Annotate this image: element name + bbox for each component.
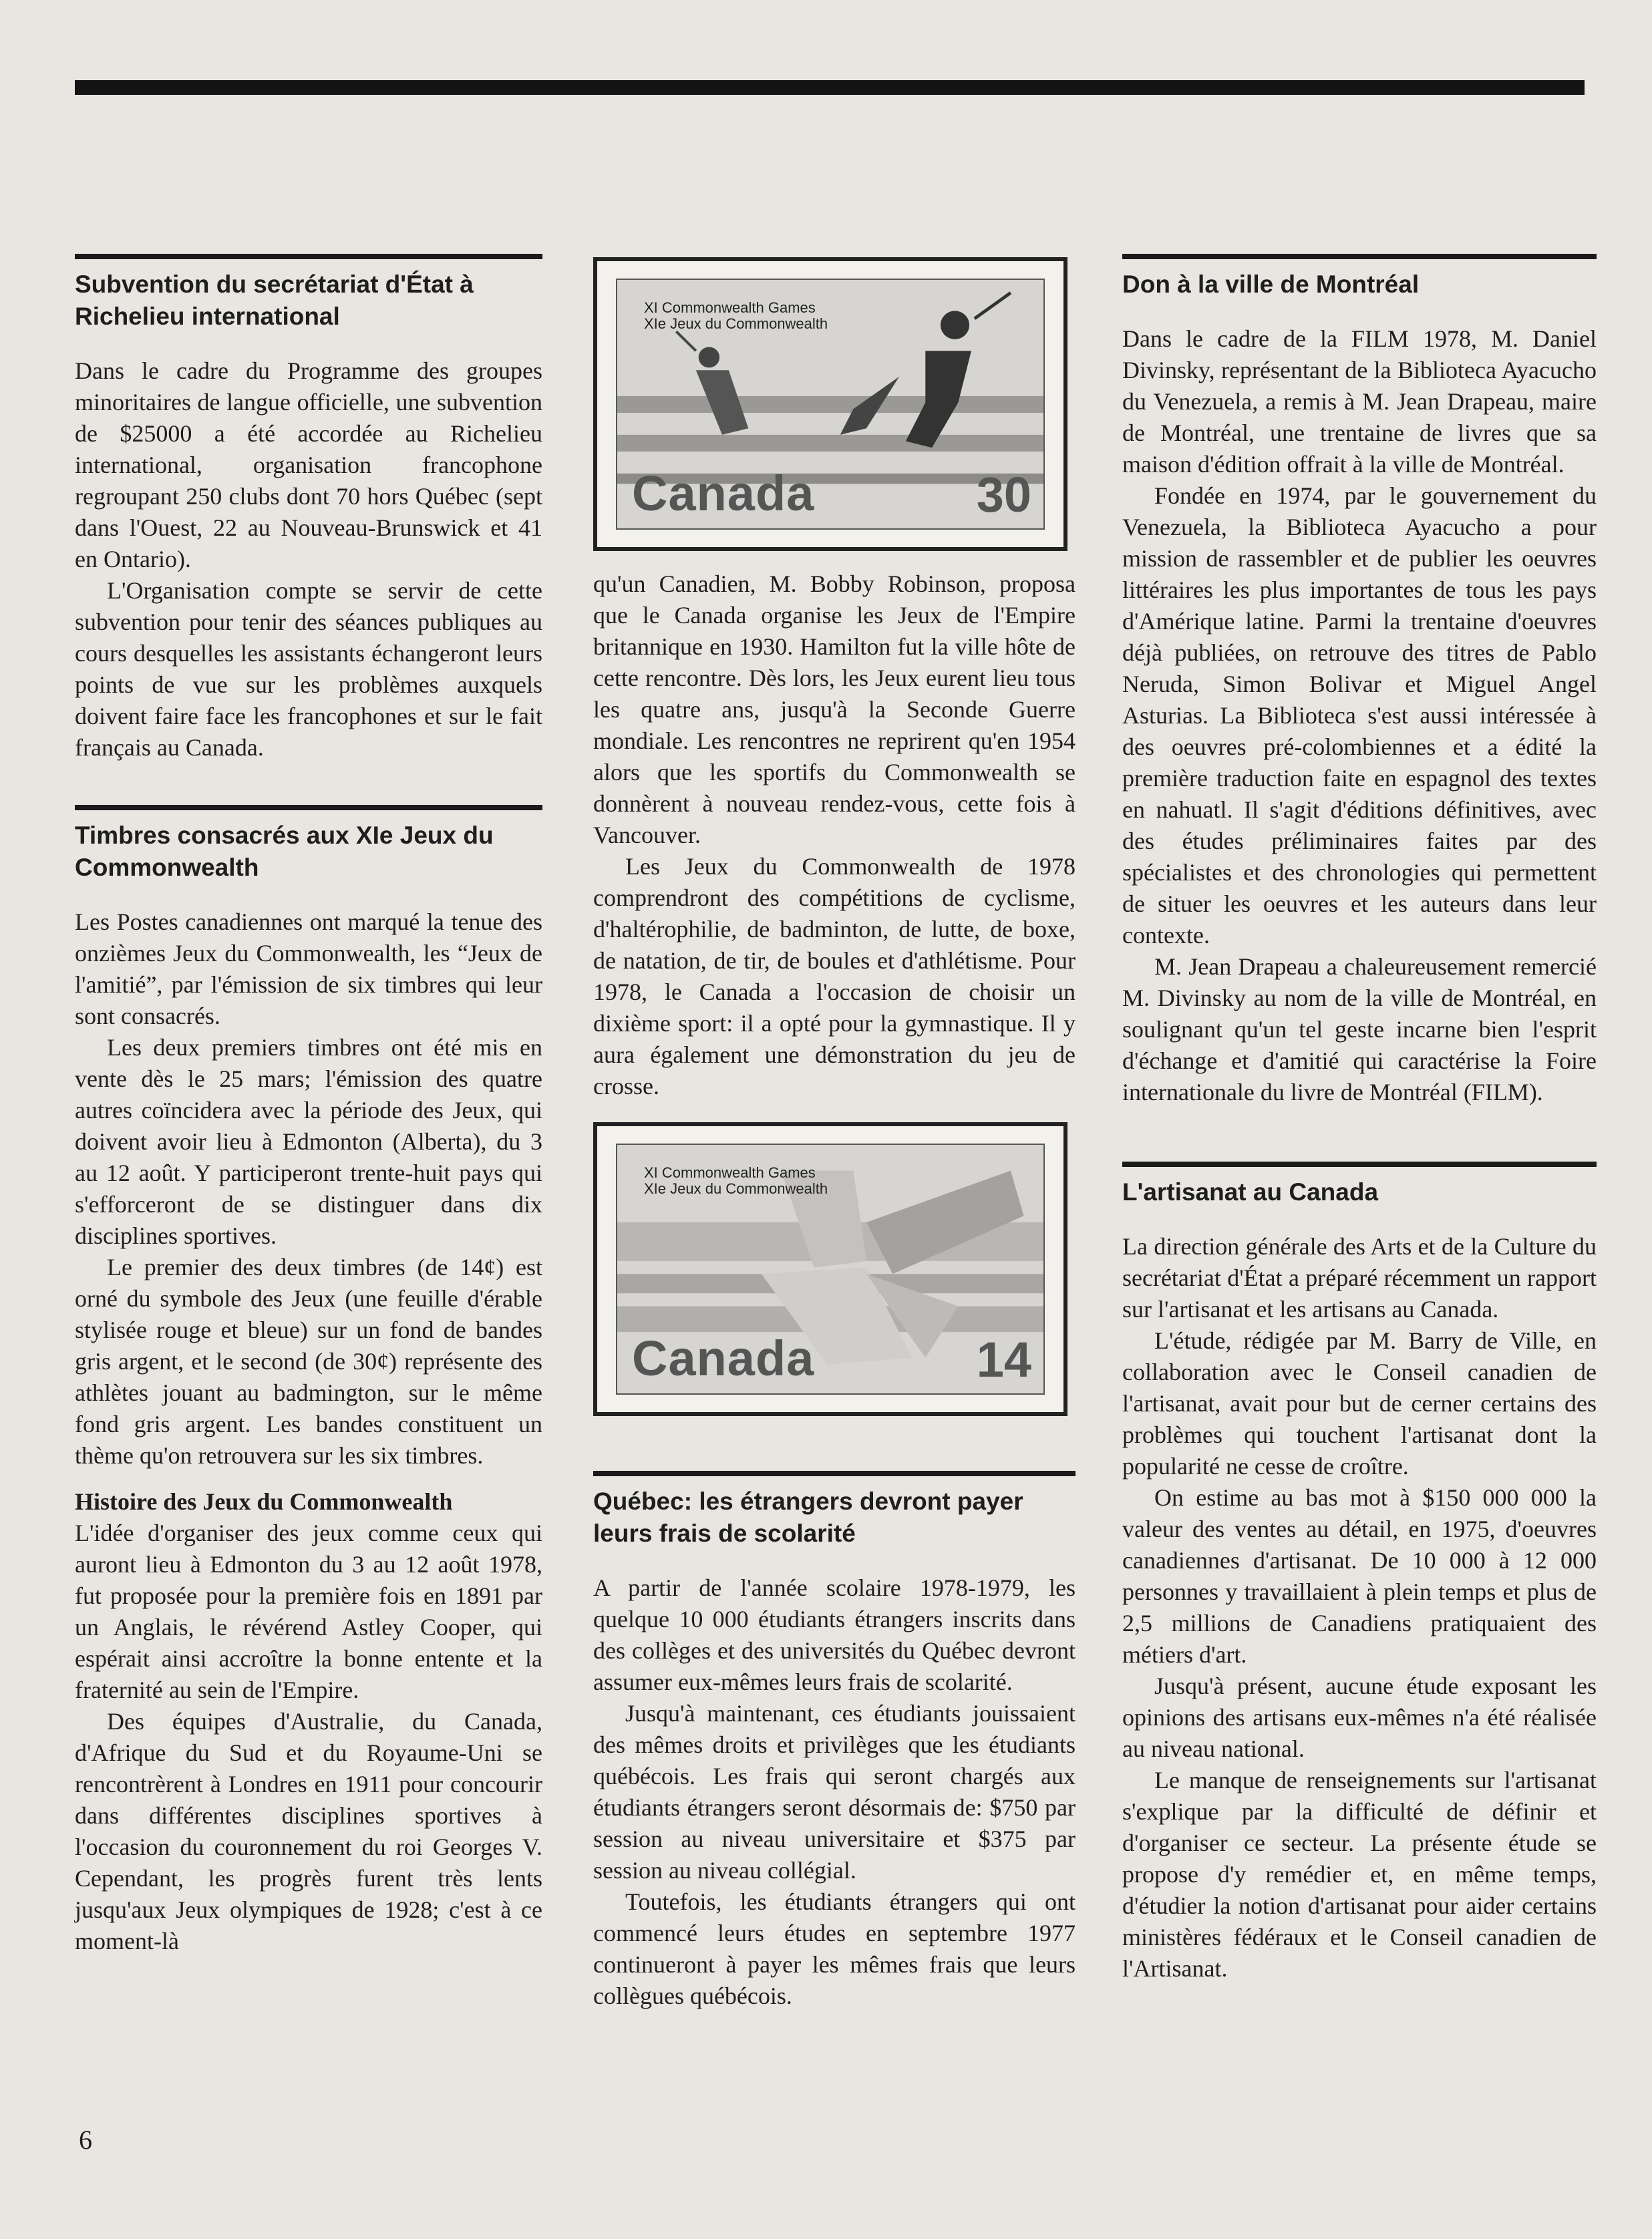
paragraph: Les Jeux du Commonwealth de 1978 comprendront des compétitions de cyclisme, d'haltérophilie, de badminton, de lutte, de boxe, de natation, de tir, de boules et d'athlétisme. Pour 1978, le Canada a l'occasion de choisir un dixième sport: il a opté pour la gymnastique. Il y aura également une démonstration du jeu de crosse. — [593, 853, 1076, 1099]
paragraph: On estime au bas mot à $150 000 000 la valeur des ventes au détail, en 1975, d'oeuvres canadiennes d'artisanat. De 10 000 à 12 000 personnes y travaillaient à plein temps et plus de 2,5 millions de Canadiens pratiquaient des métiers d'art. — [1122, 1484, 1597, 1668]
paragraph: Les Postes canadiennes ont marqué la tenue des onzièmes Jeux du Commonwealth, les “Jeux de l'amitié”, par l'émission de six timbres qui leur sont consacrés. — [75, 908, 542, 1029]
stamp-country: Canada — [632, 1331, 815, 1386]
paragraph: Les deux premiers timbres ont été mis en vente dès le 25 mars; l'émission des quatre autres coïncidera avec la période des Jeux, qui doivent avoir lieu à Edmonton (Alberta), du 3 au 12 août. Y participeront trente-huit pays qui s'efforceront de se distinguer dans dix disciplines sportives. — [75, 1034, 542, 1249]
stamp-caption: XI Commonwealth Games XIe Jeux du Commonwealth — [644, 1164, 828, 1197]
paragraph: L'Organisation compte se servir de cette subvention pour tenir des séances publiques au cours desquelles les assistants échangeront leurs points de vue sur les problèmes auxquels doivent faire face les francophones et sur le fait français au Canada. — [75, 577, 542, 761]
section-rule — [75, 254, 542, 259]
stamp-value: 30 — [976, 467, 1031, 522]
subheading-histoire: Histoire des Jeux du Commonwealth — [75, 1488, 453, 1515]
top-rule — [75, 80, 1585, 95]
stamp-caption: XI Commonwealth Games XIe Jeux du Commonwealth — [644, 299, 828, 332]
paragraph: M. Jean Drapeau a chaleureusement remercié M. Divinsky au nom de la ville de Montréal, en soulignant qu'un tel geste incarne bien l'esprit d'échange et d'amitié qui caractérise la Foire internationale du livre de Montréal (FILM). — [1122, 953, 1597, 1105]
section-rule — [75, 805, 542, 810]
paragraph: L'idée d'organiser des jeux comme ceux qui auront lieu à Edmonton du 3 au 12 août 1978, fut proposée pour la première fois en 1891 par un Anglais, le révérend Astley Cooper, qui espérait ainsi accroître la bonne entente et la fraternité au sein de l'Empire. — [75, 1520, 542, 1703]
headline-artisanat: L'artisanat au Canada — [1122, 1178, 1379, 1206]
paragraph: Le premier des deux timbres (de 14¢) est orné du symbole des Jeux (une feuille d'érable stylisée rouge et bleue) sur un fond de bandes gris argent, et le second (de 30¢) représente des athlètes jouant au badmington, sur le même fond gris argent. Les bandes constituent un thème qu'on retrouvera sur les six timbres. — [75, 1254, 542, 1469]
stamp-badminton — [593, 257, 1067, 551]
section-rule — [593, 1471, 1076, 1476]
headline-montreal: Don à la ville de Montréal — [1122, 271, 1420, 298]
paragraph: Dans le cadre du Programme des groupes minoritaires de langue officielle, une subvention de $25000 a été accordée au Richelieu international, organisation francophone regroupant 250 clubs dont 70 hors Québec (sept dans l'Ouest, 22 au Nouveau-Brunswick et 41 en Ontario). — [75, 357, 542, 572]
stamp-value: 14 — [976, 1332, 1031, 1387]
stamp-symbol — [593, 1122, 1067, 1416]
paragraph: Jusqu'à maintenant, ces étudiants jouissaient des mêmes droits et privilèges que les étudiants québécois. Les frais qui seront chargés aux étudiants étrangers seront désormais de: $750 par session au niveau universitaire et $375 par session au niveau collégial. — [593, 1700, 1076, 1884]
paragraph: qu'un Canadien, M. Bobby Robinson, proposa que le Canada organise les Jeux de l'Empire britannique en 1930. Hamilton fut la ville hôte de cette rencontre. Dès lors, les Jeux eurent lieu tous les quatre ans, jusqu'à la Seconde Guerre mondiale. Les rencontres ne reprirent qu'en 1954 alors que les sportifs du Commonwealth se donnèrent à nouveau rendez-vous, cette fois à Vancouver. — [593, 570, 1076, 848]
column-middle — [593, 257, 1076, 2012]
column-right — [1122, 254, 1597, 1985]
paragraph: Dans le cadre de la FILM 1978, M. Daniel Divinsky, représentant de la Biblioteca Ayacucho du Venezuela, a remis à M. Jean Drapeau, maire de Montréal, une trentaine de livres que sa maison d'édition offrait à la ville de Montréal. — [1122, 325, 1597, 478]
section-rule — [1122, 254, 1597, 259]
paragraph: A partir de l'année scolaire 1978-1979, les quelque 10 000 étudiants étrangers inscrits dans des collèges et des universités du Québec devront assumer eux-mêmes leurs frais de scolarité. — [593, 1574, 1076, 1695]
column-left — [75, 254, 542, 1957]
section-rule — [1122, 1162, 1597, 1167]
headline-quebec: Québec: les étrangers devront payer leurs frais de scolarité — [593, 1488, 1023, 1547]
paragraph: Des équipes d'Australie, du Canada, d'Afrique du Sud et du Royaume-Uni se rencontrèrent à Londres en 1911 pour concourir dans différentes disciplines sportives à l'occasion du couronnement du roi Georges V. Cependant, les progrès furent très lents jusqu'aux Jeux olympiques de 1928; c'est à ce moment-là — [75, 1708, 542, 1954]
headline-timbres: Timbres consacrés aux XIe Jeux du Commonwealth — [75, 822, 494, 881]
headline-subvention: Subvention du secrétariat d'État à Richelieu international — [75, 271, 474, 330]
paragraph: L'étude, rédigée par M. Barry de Ville, en collaboration avec le Conseil canadien de l'artisanat, avait pour but de cerner certains des problèmes qui touchent l'artisanat dont la popularité ne cesse de croître. — [1122, 1327, 1597, 1480]
paragraph: Fondée en 1974, par le gouvernement du Venezuela, la Biblioteca Ayacucho a pour mission de rassembler et de publier les oeuvres littéraires les plus importantes de tous les pays d'Amérique latine. Parmi la trentaine d'oeuvres déjà publiées, on retrouve des titres de Pablo Neruda, Simon Bolivar et Miguel Angel Asturias. La Biblioteca s'est aussi intéressée à des oeuvres pré-colombiennes et a édité la première traduction faite en espagnol des textes en nahuatl. Il s'agit d'éditions définitives, avec des études préliminaires faites par des spécialistes et des chronologies qui permettent de situer les oeuvres et les auteurs dans leur contexte. — [1122, 482, 1597, 949]
page-number: 6 — [79, 2125, 92, 2155]
paragraph: Jusqu'à présent, aucune étude exposant les opinions des artisans eux-mêmes n'a été réalisée au niveau national. — [1122, 1673, 1597, 1762]
paragraph: Le manque de renseignements sur l'artisanat s'explique par la difficulté de définir et d'organiser ce secteur. La présente étude se propose d'y remédier et, en même temps, d'étudier la notion d'artisanat pour aider certains ministères fédéraux et le Conseil canadien de l'Artisanat. — [1122, 1767, 1597, 1982]
stamp-country: Canada — [632, 466, 815, 521]
paragraph: Toutefois, les étudiants étrangers qui ont commencé leurs études en septembre 1977 continueront à payer les mêmes frais que leurs collègues québécois. — [593, 1888, 1076, 2009]
paragraph: La direction générale des Arts et de la Culture du secrétariat d'État a préparé récemment un rapport sur l'artisanat et les artisans au Canada. — [1122, 1233, 1597, 1323]
